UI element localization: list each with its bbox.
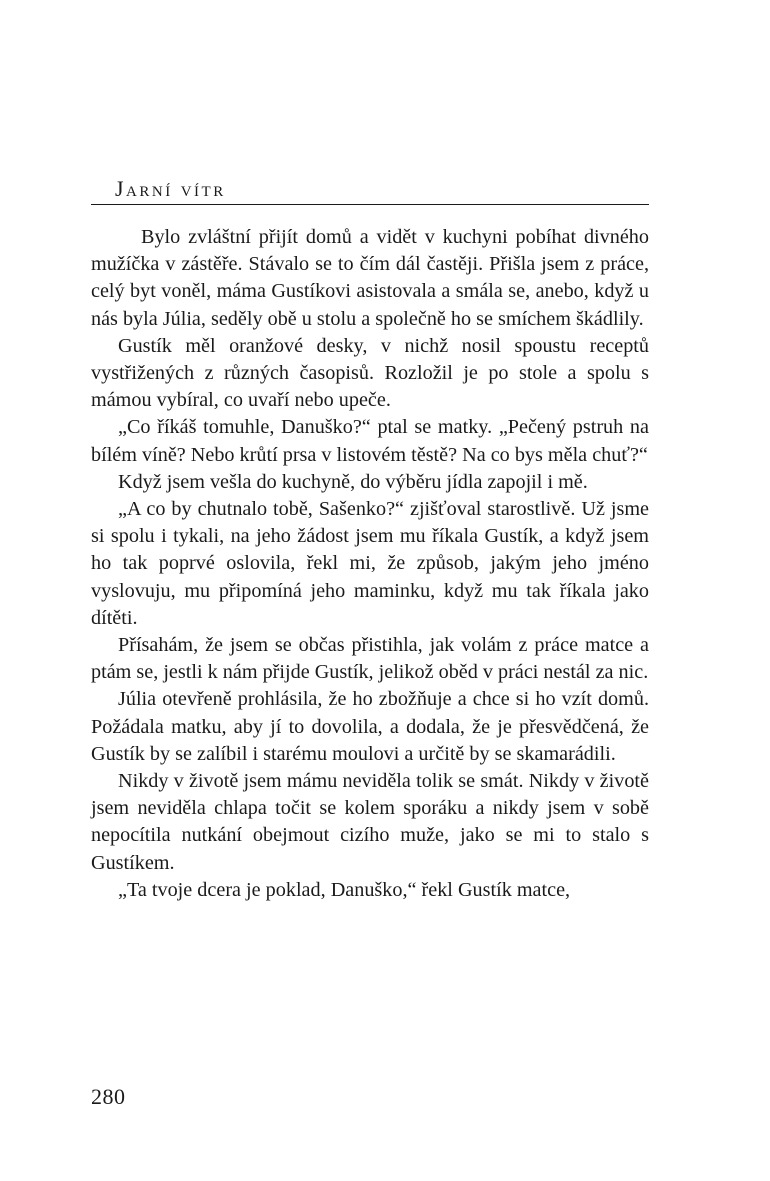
running-title: Jarní vítr [115,176,226,201]
paragraph: Gustík měl oranžové desky, v nichž nosil spoustu receptů vystřižených z různých časopisů. Rozložil je po stole a spolu s mámou vybíral, co uvaří nebo upeče. [91,334,649,412]
paragraph: Júlia otevřeně prohlásila, že ho zbožňuje a chce si ho vzít domů. Požádala matku, aby jí to dovolila, a dodala, že je přesvědčená, že Gustík by se zalíbil i starému moulovi a určitě by se skamarádili. [91,688,649,765]
paragraph: Když jsem vešla do kuchyně, do výběru jídla zapojil i mě. [118,470,588,493]
paragraph: „Ta tvoje dcera je poklad, Danuško,“ řekl Gustík matce, [118,878,571,901]
body-text [91,224,649,904]
page-number: 280 [91,1084,126,1109]
running-header [91,170,649,205]
paragraph: „Co říkáš tomuhle, Danuško?“ ptal se matky. „Pečený pstruh na bílém víně? Nebo krůtí prsa v listovém těstě? Na co bys měla chuť?“ [91,416,649,466]
paragraph: Nikdy v životě jsem mámu neviděla tolik se smát. Nikdy v životě jsem neviděla chlapa točit se kolem sporáku a nikdy jsem v sobě nepocítila nutkání obejmout cizího muže, jako se mi to stalo s Gustíkem. [91,770,649,874]
paragraph: Přísahám, že jsem se občas přistihla, jak volám z práce matce a ptám se, jestli k nám přijde Gustík, jelikož oběd v práci nestál za nic. [91,634,649,684]
paragraph: „A co by chutnalo tobě, Sašenko?“ zjišťoval starostlivě. Už jsme si spolu i tykali, na jeho žádost jsem mu říkala Gustík, a když jsem ho tak poprvé oslovila, řekl mi, že způsob, jakým jeho jméno vyslovuju, mu připomíná jeho maminku, když mu tak říkala jako dítěti. [91,498,649,629]
paragraph: Bylo zvláštní přijít domů a vidět v kuchyni pobíhat divného mužíčka v zástěře. Stávalo se to čím dál častěji. Přišla jsem z práce, celý byt voněl, máma Gustíkovi asistovala a smála se, anebo, když u nás byla Júlia, seděly obě u stolu a společně ho se smíchem škádlily. [91,226,649,330]
